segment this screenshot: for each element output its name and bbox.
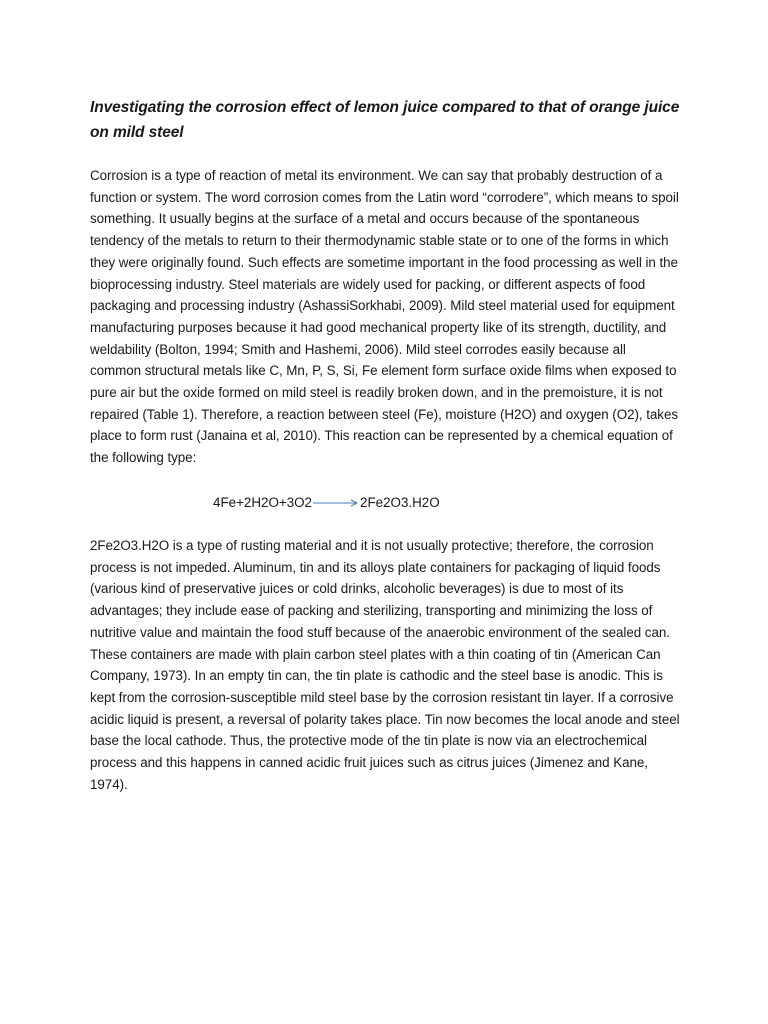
paragraph-corrosion-intro: Corrosion is a type of reaction of metal its environment. We can say that probably destruction of a function or system. The word corrosion comes from the Latin word “corrodere”, which means to spoil something. It usually begins at the surface of a metal and occurs because of the spontaneous tendency of the metals to return to their thermodynamic stable state or to one of the forms in which they were originally found. Such effects are sometime important in the food processing as well in the bioprocessing industry. Steel materials are widely used for packing, or different aspects of food packaging and processing industry (AshassiSorkhabi, 2009). Mild steel material used for equipment manufacturing purposes because it had good mechanical property like of its strength, ductility, and weldability (Bolton, 1994; Smith and Hashemi, 2006). Mild steel corrodes easily because all common structural metals like C, Mn, P, S, Si, Fe element form surface oxide films when exposed to pure air but the oxide formed on mild steel is readily broken down, and in the premoisture, it is not repaired (Table 1). Therefore, a reaction between steel (Fe), moisture (H2O) and oxygen (O2), takes place to form rust (Janaina et al, 2010). This reaction can be represented by a chemical equation of the following type:: [90, 168, 679, 466]
reaction-arrow-icon: [313, 498, 359, 508]
equation-reactants: 4Fe+2H2O+3O2: [213, 494, 313, 510]
document-title: Investigating the corrosion effect of lemon juice compared to that of orange juice on mild steel: [90, 99, 680, 141]
chemical-equation: [213, 491, 440, 513]
paragraph-rust-and-tin-plate: 2Fe2O3.H2O is a type of rusting material and it is not usually protective; therefore, the corrosion process is not impeded. Aluminum, tin and its alloys plate containers for packaging of liquid foods (various kind of preservative juices or cold drinks, alcoholic beverages) is due to most of its advantages; they include ease of packing and sterilizing, transporting and minimizing the loss of nutritive value and maintain the food stuff because of the anaerobic environment of the sealed can. These containers are made with plain carbon steel plates with a thin coating of tin (American Can Company, 1973). In an empty tin can, the tin plate is cathodic and the steel base is anodic. This is kept from the corrosion-susceptible mild steel base by the corrosion resistant tin layer. If a corrosive acidic liquid is present, a reversal of polarity takes place. Tin now becomes the local anode and steel base the local cathode. Thus, the protective mode of the tin plate is now via an electrochemical process and this happens in canned acidic fruit juices such as citrus juices (Jimenez and Kane, 1974).: [90, 538, 680, 792]
equation-products: 2Fe2O3.H2O: [360, 494, 440, 510]
